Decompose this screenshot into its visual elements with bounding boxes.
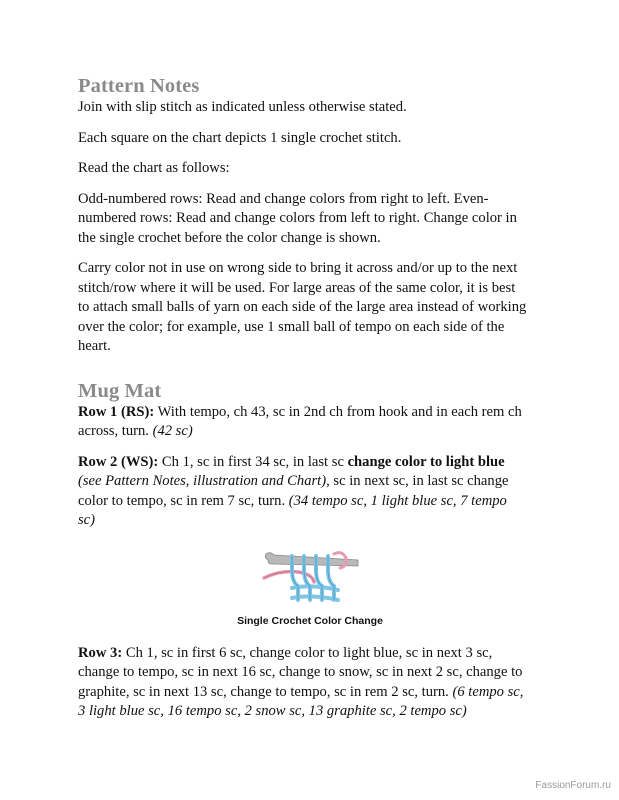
row-2-count: (34 tempo sc, 1 light blue sc, 7 tempo bbox=[288, 492, 507, 509]
document-page bbox=[78, 74, 538, 722]
row-3-colon: : bbox=[117, 644, 123, 661]
row-3-instructions bbox=[78, 644, 538, 722]
note-p4-line: the single crochet before the color change is shown. bbox=[78, 229, 381, 246]
note-p5-line: Carry color not in use on wrong side to bring it across and/or up to the next bbox=[78, 260, 518, 276]
note-paragraph-1: Join with slip stitch as indicated unless otherwise stated. bbox=[78, 99, 407, 115]
row-2-text: Ch 1, sc in first 34 sc, in last sc bbox=[158, 453, 348, 470]
row-2-reference: (see Pattern Notes, illustration and Chart), bbox=[78, 473, 330, 489]
row-2-label: Row 2 (WS): bbox=[78, 453, 159, 470]
row-2-instructions bbox=[78, 453, 538, 531]
color-change-illustration bbox=[78, 548, 538, 608]
row-1-label: Row 1 (RS): bbox=[78, 403, 155, 420]
site-watermark: FassionForum.ru bbox=[535, 780, 611, 791]
row-3-text: Ch 1, sc in first 6 sc, change color to light blue, sc in next 3 sc, bbox=[122, 644, 493, 661]
illustration-caption: Single Crochet Color Change bbox=[237, 614, 383, 627]
mug-mat-heading: Mug Mat bbox=[78, 379, 162, 402]
row-1-text: across, turn. bbox=[78, 423, 153, 439]
row-3-text: graphite, sc in next 13 sc, change to tempo, sc in rem 2 sc, turn. bbox=[78, 683, 453, 700]
row-2-color-change: change color to light blue bbox=[347, 453, 505, 470]
row-2-count: sc) bbox=[78, 512, 96, 528]
note-p5-line: heart. bbox=[78, 338, 111, 354]
crochet-hook-illustration bbox=[262, 548, 362, 606]
note-p5-line: over the color; for example, use 1 small ball of tempo on each side of the bbox=[78, 318, 505, 335]
note-p4-line: numbered rows: Read and change colors from left to right. Change color in bbox=[78, 210, 517, 226]
row-1-instructions bbox=[78, 403, 538, 442]
row-2-text: color to tempo, sc in rem 7 sc, turn. bbox=[78, 492, 289, 509]
row-3-count: 3 light blue sc, 16 tempo sc, 2 snow sc, 13 graphite sc, 2 tempo sc) bbox=[78, 703, 467, 719]
note-p5-line: stitch/row where it will be used. For large areas of the same color, it is best bbox=[78, 279, 516, 296]
note-paragraph-4 bbox=[78, 190, 538, 249]
row-3-label: Row 3 bbox=[78, 644, 118, 661]
row-1-count: (42 sc) bbox=[152, 423, 193, 439]
note-p4-line: Odd-numbered rows: Read and change colors from right to left. Even- bbox=[78, 190, 489, 207]
note-paragraph-3: Read the chart as follows: bbox=[78, 160, 230, 176]
row-1-text: With tempo, ch 43, sc in 2nd ch from hook and in each rem ch bbox=[154, 403, 522, 420]
note-paragraph-2: Each square on the chart depicts 1 single crochet stitch. bbox=[78, 129, 402, 146]
row-2-text: sc in next sc, in last sc change bbox=[329, 473, 509, 489]
pattern-notes-heading: Pattern Notes bbox=[78, 75, 200, 97]
note-p5-line: to attach small balls of yarn on each side of the large area instead of working bbox=[78, 299, 527, 315]
note-paragraph-5 bbox=[78, 259, 538, 357]
row-3-text: change to tempo, sc in next 16 sc, change to snow, sc in next 2 sc, change to bbox=[78, 664, 523, 680]
row-3-count: (6 tempo sc, bbox=[452, 683, 524, 700]
